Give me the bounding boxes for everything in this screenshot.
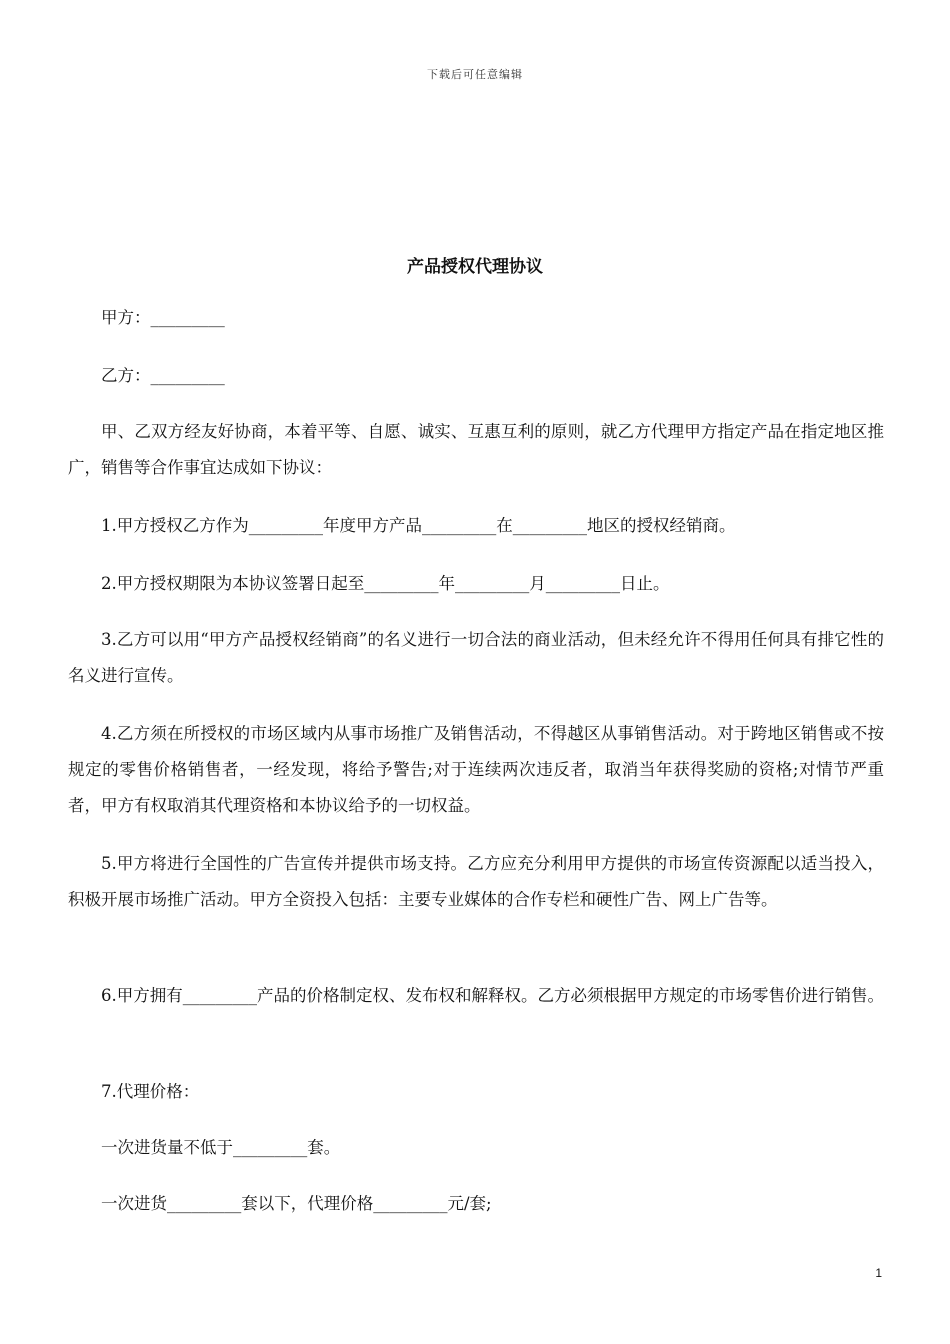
clause-5: 5.甲方将进行全国性的广告宣传并提供市场支持。乙方应充分利用甲方提供的市场宣传资源配以适当投入，积极开展市场推广活动。甲方全资投入包括：主要专业媒体的合作专栏和硬性广告、网上广告等。	[68, 854, 884, 909]
page-number: 1	[875, 1266, 882, 1280]
clause-6: 6.甲方拥有_________产品的价格制定权、发布权和解释权。乙方必须根据甲方规定的市场零售价进行销售。	[101, 986, 884, 1005]
document-title: 产品授权代理协议	[407, 257, 543, 277]
header-note: 下载后可任意编辑	[427, 68, 523, 81]
party-b-line: 乙方：_________	[101, 366, 225, 385]
pricing-line-1: 一次进货量不低于_________套。	[101, 1138, 341, 1157]
party-a-line: 甲方：_________	[101, 308, 225, 327]
clause-3: 3.乙方可以用“甲方产品授权经销商”的名义进行一切合法的商业活动，但未经允许不得用任何具有排它性的名义进行宣传。	[68, 630, 884, 685]
pricing-line-2: 一次进货_________套以下，代理价格_________元/套;	[101, 1194, 492, 1213]
clause-4: 4.乙方须在所授权的市场区域内从事市场推广及销售活动，不得越区从事销售活动。对于跨地区销售或不按规定的零售价格销售者，一经发现，将给予警告;对于连续两次违反者，取消当年获得奖励的资格;对情节严重者，甲方有权取消其代理资格和本协议给予的一切权益。	[68, 724, 884, 815]
intro-paragraph: 甲、乙双方经友好协商，本着平等、自愿、诚实、互惠互利的原则，就乙方代理甲方指定产品在指定地区推广，销售等合作事宜达成如下协议：	[68, 422, 884, 477]
clause-7: 7.代理价格：	[101, 1082, 200, 1101]
clause-2: 2.甲方授权期限为本协议签署日起至_________年_________月_________日止。	[101, 574, 670, 593]
clause-1: 1.甲方授权乙方作为_________年度甲方产品_________在_________地区的授权经销商。	[101, 516, 736, 535]
